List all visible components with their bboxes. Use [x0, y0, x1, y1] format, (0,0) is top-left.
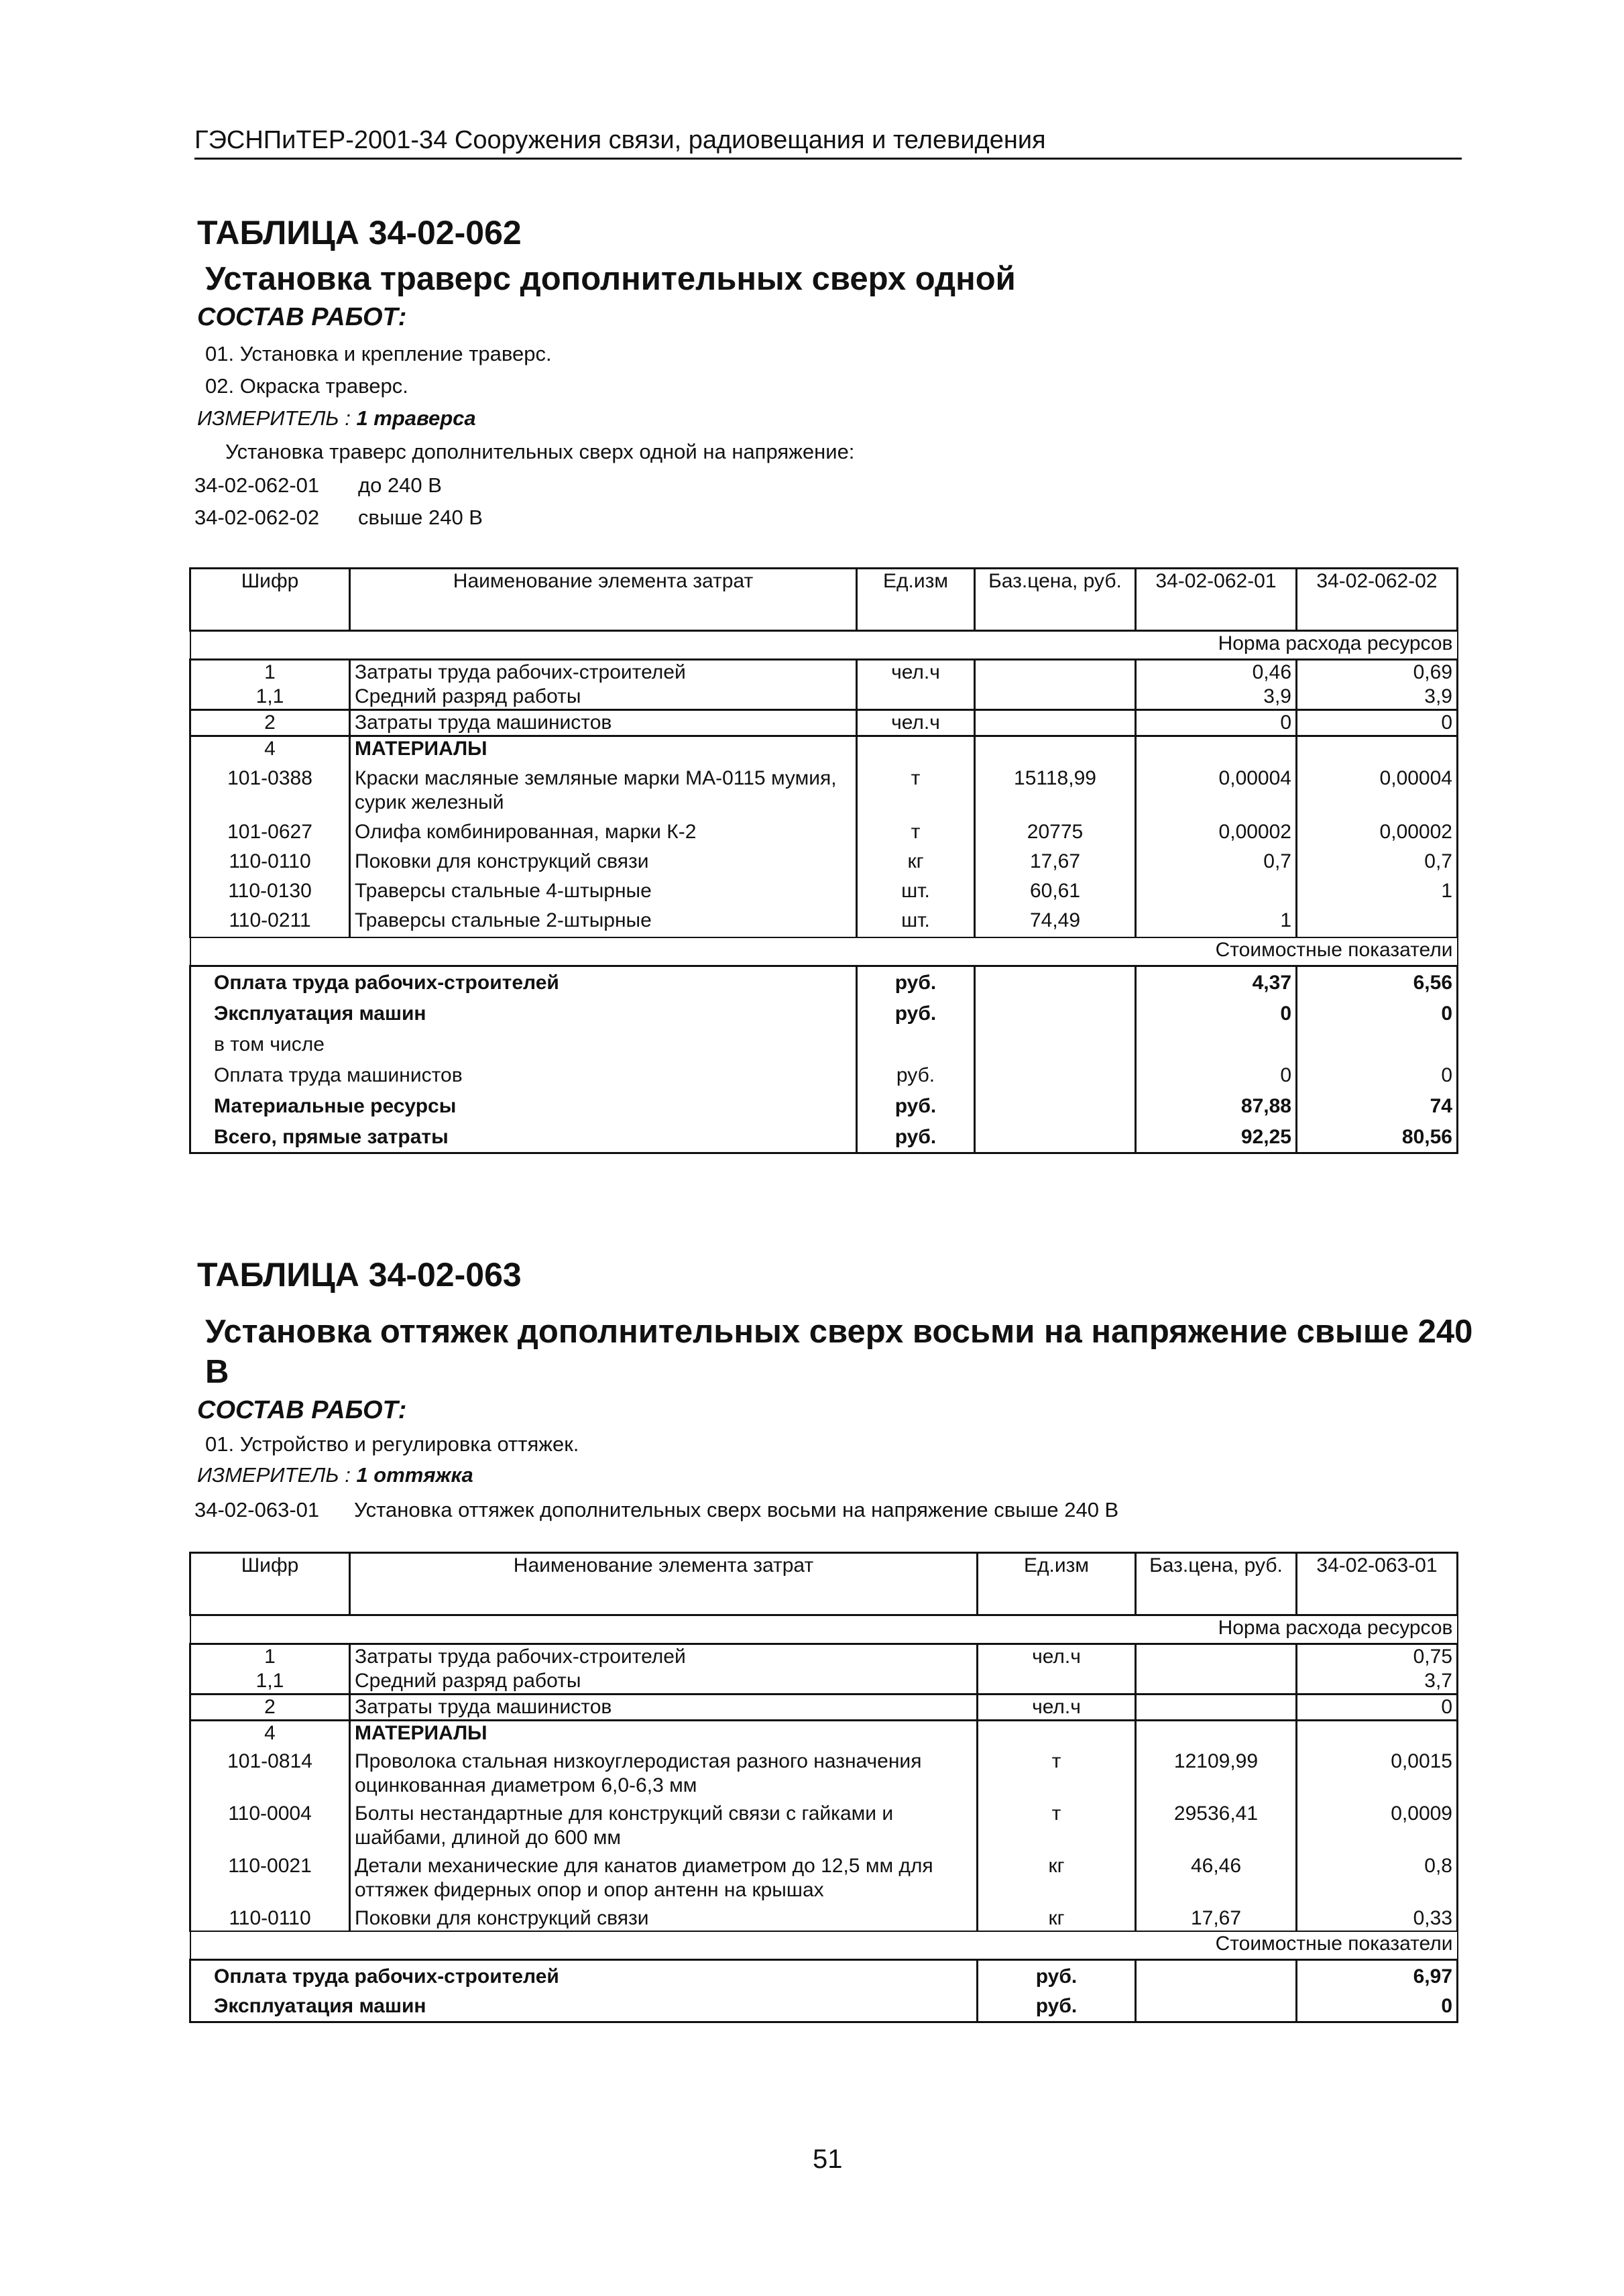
- cost-price: [975, 995, 1136, 1026]
- cost-price: [1136, 1989, 1297, 2022]
- table-row: [190, 1850, 1458, 1902]
- cost-price: [975, 1088, 1136, 1118]
- cell-value: 0,7: [1297, 844, 1458, 874]
- table-row: [190, 1695, 1458, 1721]
- cell-price: [1136, 1721, 1297, 1746]
- table-row: [190, 685, 1458, 710]
- cell-price: 46,46: [1136, 1850, 1297, 1902]
- code-desc-062-02: свыше 240 В: [358, 506, 483, 529]
- work-item: 01. Установка и крепление траверс.: [205, 342, 552, 365]
- table-title-063: ТАБЛИЦА 34-02-063: [197, 1256, 522, 1294]
- cell-price: 29536,41: [1136, 1798, 1297, 1850]
- stoim-label: Стоимостные показатели: [190, 937, 1458, 966]
- izmeritel-value: 1 оттяжка: [356, 1463, 473, 1487]
- norma-label: Норма расхода ресурсов: [190, 631, 1458, 660]
- cost-row: [190, 1057, 1458, 1088]
- izmeritel-063: [197, 1463, 473, 1487]
- cost-value: [1136, 1026, 1297, 1057]
- cell-unit: [857, 685, 975, 710]
- cost-row: [190, 1118, 1458, 1153]
- cost-value: 6,97: [1297, 1960, 1458, 1990]
- cell-name: МАТЕРИАЛЫ: [350, 1721, 978, 1746]
- cost-row: [190, 966, 1458, 996]
- code-desc-063-01: Установка оттяжек дополнительных сверх восьми на напряжение свыше 240 В: [354, 1498, 1119, 1522]
- cell-unit: кг: [978, 1850, 1136, 1902]
- cell-code: 1: [190, 660, 350, 685]
- col-header: Баз.цена, руб.: [975, 569, 1136, 631]
- cell-unit: кг: [857, 844, 975, 874]
- sostav-label-062: СОСТАВ РАБОТ:: [197, 303, 407, 331]
- cell-name: Краски масляные земляные марки МА-0115 мумия, сурик железный: [350, 761, 857, 815]
- cell-value: 1: [1136, 903, 1297, 937]
- code-063-01: 34-02-063-01: [194, 1498, 320, 1522]
- cell-code: 101-0814: [190, 1745, 350, 1798]
- cell-code: 110-0110: [190, 844, 350, 874]
- col-header: Ед.изм: [978, 1553, 1136, 1615]
- col-header: 34-02-063-01: [1297, 1553, 1458, 1615]
- cell-value: 3,9: [1297, 685, 1458, 710]
- izmeritel-label: ИЗМЕРИТЕЛЬ :: [197, 1463, 351, 1487]
- izmeritel-label: ИЗМЕРИТЕЛЬ :: [197, 406, 351, 430]
- cell-unit: шт.: [857, 903, 975, 937]
- cell-value: 0,75: [1297, 1644, 1458, 1670]
- cost-name: Всего, прямые затраты: [190, 1118, 857, 1153]
- cell-unit: [978, 1721, 1136, 1746]
- cost-value: 0: [1136, 1057, 1297, 1088]
- cost-row: [190, 1989, 1458, 2022]
- cell-unit: т: [857, 815, 975, 844]
- cost-price: [1136, 1960, 1297, 1990]
- cost-price: [975, 966, 1136, 996]
- cell-value: 0,00004: [1297, 761, 1458, 815]
- table-row: [190, 1721, 1458, 1746]
- cell-value: 0,00002: [1136, 815, 1297, 844]
- cell-price: [1136, 1669, 1297, 1695]
- cell-code: 110-0004: [190, 1798, 350, 1850]
- cost-name: Оплата труда рабочих-строителей: [190, 966, 857, 996]
- resource-table-063: [189, 1552, 1458, 2023]
- cost-unit: руб.: [978, 1989, 1136, 2022]
- cell-value: 1: [1297, 874, 1458, 903]
- cost-price: [975, 1026, 1136, 1057]
- cell-price: [1136, 1644, 1297, 1670]
- table-row: [190, 660, 1458, 685]
- col-header: Ед.изм: [857, 569, 975, 631]
- cost-value: 87,88: [1136, 1088, 1297, 1118]
- cell-code: 101-0627: [190, 815, 350, 844]
- cell-unit: чел.ч: [857, 710, 975, 736]
- cell-unit: чел.ч: [978, 1695, 1136, 1721]
- col-header: Наименование элемента затрат: [350, 1553, 978, 1615]
- cell-name: Затраты труда рабочих-строителей: [350, 1644, 978, 1670]
- page-number: 51: [813, 2144, 843, 2174]
- cell-code: 110-0130: [190, 874, 350, 903]
- cell-unit: чел.ч: [978, 1644, 1136, 1670]
- table-header-row: [190, 569, 1458, 631]
- table-title-062: ТАБЛИЦА 34-02-062: [197, 214, 522, 251]
- cell-price: 17,67: [975, 844, 1136, 874]
- cost-value: 4,37: [1136, 966, 1297, 996]
- cell-value: [1297, 903, 1458, 937]
- norma-label: Норма расхода ресурсов: [190, 1615, 1458, 1644]
- intro-text-062: Установка траверс дополнительных сверх одной на напряжение:: [225, 440, 855, 463]
- code-062-01: 34-02-062-01: [194, 473, 320, 497]
- cell-price: 12109,99: [1136, 1745, 1297, 1798]
- cell-value: [1136, 736, 1297, 762]
- cost-unit: [857, 1026, 975, 1057]
- cost-name: Оплата труда машинистов: [190, 1057, 857, 1088]
- cell-value: 0,33: [1297, 1902, 1458, 1931]
- izmeritel-062: [197, 406, 476, 431]
- stoim-label: Стоимостные показатели: [190, 1931, 1458, 1960]
- running-header: ГЭСНПиТЕР-2001-34 Сооружения связи, радиовещания и телевидения: [194, 126, 1462, 160]
- cell-name: Затраты труда рабочих-строителей: [350, 660, 857, 685]
- sostav-label-063: СОСТАВ РАБОТ:: [197, 1396, 407, 1424]
- cell-code: 110-0110: [190, 1902, 350, 1931]
- cell-value: 0,00004: [1136, 761, 1297, 815]
- stoim-row: [190, 937, 1458, 966]
- cell-name: Средний разряд работы: [350, 1669, 978, 1695]
- norma-row: [190, 1615, 1458, 1644]
- table-row: [190, 736, 1458, 762]
- col-header: 34-02-062-02: [1297, 569, 1458, 631]
- cell-name: Олифа комбинированная, марки К-2: [350, 815, 857, 844]
- table-row: [190, 815, 1458, 844]
- cost-value: 0: [1136, 995, 1297, 1026]
- cell-unit: [978, 1669, 1136, 1695]
- cost-value: [1297, 1026, 1458, 1057]
- table-row: [190, 1669, 1458, 1695]
- cost-row: [190, 995, 1458, 1026]
- cell-value: 0,69: [1297, 660, 1458, 685]
- cell-code: 2: [190, 710, 350, 736]
- cell-code: 101-0388: [190, 761, 350, 815]
- table-row: [190, 844, 1458, 874]
- cell-value: 0: [1297, 1695, 1458, 1721]
- cost-unit: руб.: [857, 1057, 975, 1088]
- cell-code: 1: [190, 1644, 350, 1670]
- section-title-062: Установка траверс дополнительных сверх одной: [205, 261, 1016, 297]
- table-header-row: [190, 1553, 1458, 1615]
- cell-name: Детали механические для канатов диаметром до 12,5 мм для оттяжек фидерных опор и опор антенн на крышах: [350, 1850, 978, 1902]
- col-header: Шифр: [190, 569, 350, 631]
- col-header: Наименование элемента затрат: [350, 569, 857, 631]
- cost-value: 6,56: [1297, 966, 1458, 996]
- cost-unit: руб.: [857, 995, 975, 1026]
- cost-row: [190, 1960, 1458, 1990]
- cost-name: в том числе: [190, 1026, 857, 1057]
- cost-unit: руб.: [857, 1118, 975, 1153]
- cell-value: 3,7: [1297, 1669, 1458, 1695]
- section-title-063: Установка оттяжек дополнительных сверх восьми на напряжение свыше 240 В: [205, 1314, 1473, 1390]
- cost-value: 0: [1297, 1057, 1458, 1088]
- cost-row: [190, 1088, 1458, 1118]
- cell-unit: шт.: [857, 874, 975, 903]
- cost-value: 92,25: [1136, 1118, 1297, 1153]
- cell-price: [975, 660, 1136, 685]
- izmeritel-value: 1 траверса: [356, 406, 476, 430]
- cell-price: 20775: [975, 815, 1136, 844]
- table-row: [190, 1644, 1458, 1670]
- cell-code: 4: [190, 1721, 350, 1746]
- norma-row: [190, 631, 1458, 660]
- stoim-row: [190, 1931, 1458, 1960]
- cell-unit: чел.ч: [857, 660, 975, 685]
- cell-value: 0,46: [1136, 660, 1297, 685]
- cell-price: 17,67: [1136, 1902, 1297, 1931]
- cell-name: Траверсы стальные 4-штырные: [350, 874, 857, 903]
- cost-name: Материальные ресурсы: [190, 1088, 857, 1118]
- cost-price: [975, 1057, 1136, 1088]
- cell-value: 0: [1136, 710, 1297, 736]
- cost-unit: руб.: [857, 1088, 975, 1118]
- cell-value: 3,9: [1136, 685, 1297, 710]
- cell-code: 110-0021: [190, 1850, 350, 1902]
- cell-value: 0,0009: [1297, 1798, 1458, 1850]
- cell-value: 0: [1297, 710, 1458, 736]
- code-desc-062-01: до 240 В: [358, 473, 442, 497]
- cell-price: [975, 710, 1136, 736]
- cell-code: 1,1: [190, 685, 350, 710]
- cell-name: Поковки для конструкций связи: [350, 1902, 978, 1931]
- cell-code: 2: [190, 1695, 350, 1721]
- cost-value: 0: [1297, 1989, 1458, 2022]
- cost-unit: руб.: [978, 1960, 1136, 1990]
- cell-value: 0,0015: [1297, 1745, 1458, 1798]
- cell-name: Средний разряд работы: [350, 685, 857, 710]
- cost-price: [975, 1118, 1136, 1153]
- cell-price: 60,61: [975, 874, 1136, 903]
- cell-name: Затраты труда машинистов: [350, 710, 857, 736]
- cost-value: 0: [1297, 995, 1458, 1026]
- cell-code: 4: [190, 736, 350, 762]
- cell-value: 0,8: [1297, 1850, 1458, 1902]
- cell-unit: т: [857, 761, 975, 815]
- cost-name: Оплата труда рабочих-строителей: [190, 1960, 978, 1990]
- cell-name: МАТЕРИАЛЫ: [350, 736, 857, 762]
- cell-unit: кг: [978, 1902, 1136, 1931]
- cell-code: 1,1: [190, 1669, 350, 1695]
- table-row: [190, 874, 1458, 903]
- cell-unit: [857, 736, 975, 762]
- table-row: [190, 1745, 1458, 1798]
- cell-name: Затраты труда машинистов: [350, 1695, 978, 1721]
- cell-value: [1297, 736, 1458, 762]
- cost-name: Эксплуатация машин: [190, 995, 857, 1026]
- code-062-02: 34-02-062-02: [194, 506, 320, 529]
- cell-unit: т: [978, 1798, 1136, 1850]
- cell-value: 0,00002: [1297, 815, 1458, 844]
- col-header: Баз.цена, руб.: [1136, 1553, 1297, 1615]
- cell-name: Поковки для конструкций связи: [350, 844, 857, 874]
- col-header: 34-02-062-01: [1136, 569, 1297, 631]
- cell-price: [1136, 1695, 1297, 1721]
- col-header: Шифр: [190, 1553, 350, 1615]
- cell-name: Траверсы стальные 2-штырные: [350, 903, 857, 937]
- cell-value: 0,7: [1136, 844, 1297, 874]
- table-row: [190, 1902, 1458, 1931]
- cost-value: 80,56: [1297, 1118, 1458, 1153]
- cost-unit: руб.: [857, 966, 975, 996]
- cell-name: Болты нестандартные для конструкций связи с гайками и шайбами, длиной до 600 мм: [350, 1798, 978, 1850]
- work-item: 02. Окраска траверс.: [205, 374, 408, 398]
- cell-unit: т: [978, 1745, 1136, 1798]
- cell-value: [1297, 1721, 1458, 1746]
- cost-row: [190, 1026, 1458, 1057]
- table-row: [190, 1798, 1458, 1850]
- cell-price: [975, 685, 1136, 710]
- cell-code: 110-0211: [190, 903, 350, 937]
- cell-price: [975, 736, 1136, 762]
- table-row: [190, 710, 1458, 736]
- cost-name: Эксплуатация машин: [190, 1989, 978, 2022]
- cell-value: [1136, 874, 1297, 903]
- cell-name: Проволока стальная низкоуглеродистая разного назначения оцинкованная диаметром 6,0-6,3 мм: [350, 1745, 978, 1798]
- work-item: 01. Устройство и регулировка оттяжек.: [205, 1432, 579, 1456]
- cell-price: 74,49: [975, 903, 1136, 937]
- cell-price: 15118,99: [975, 761, 1136, 815]
- resource-table-062: [189, 567, 1458, 1154]
- table-row: [190, 761, 1458, 815]
- cost-value: 74: [1297, 1088, 1458, 1118]
- table-row: [190, 903, 1458, 937]
